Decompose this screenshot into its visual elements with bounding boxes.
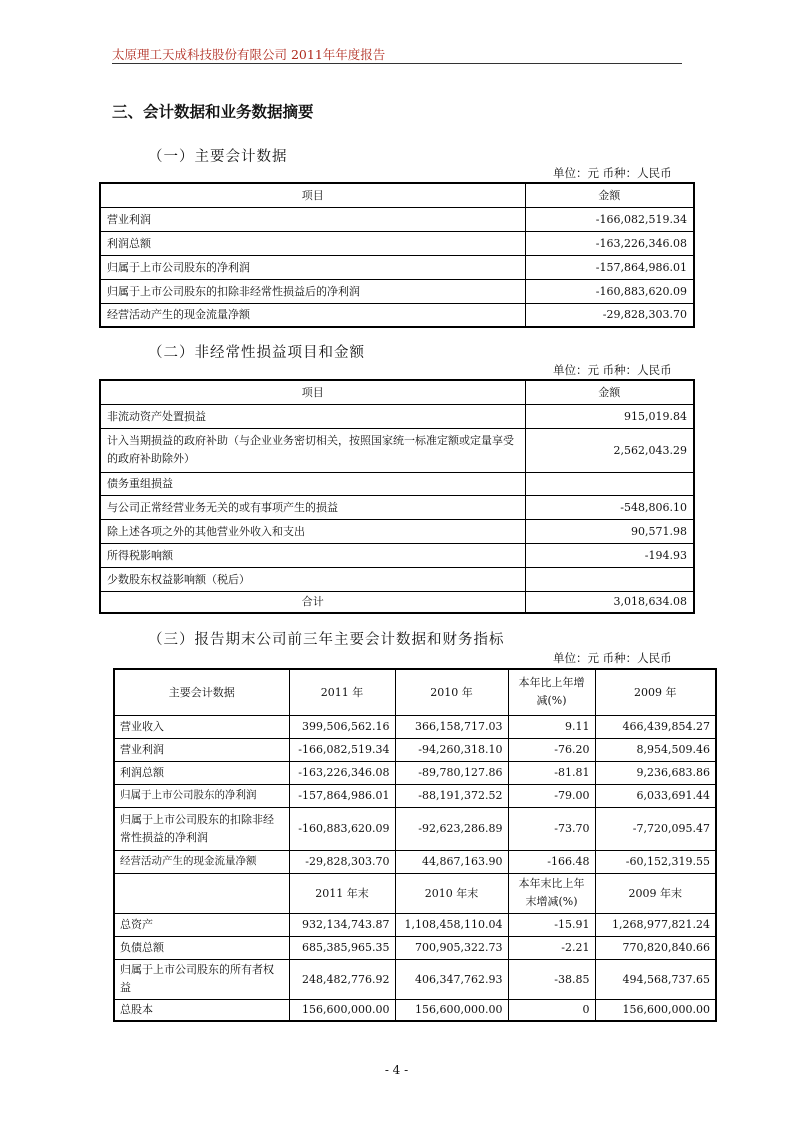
row-amount bbox=[525, 567, 694, 591]
col-header-2009: 2009 年 bbox=[595, 669, 716, 715]
table-total-row bbox=[100, 591, 694, 613]
row-amount: -548,806.10 bbox=[525, 495, 694, 519]
value-2009: 9,236,683.86 bbox=[595, 761, 716, 784]
header-divider bbox=[112, 63, 682, 64]
value-2011: -160,883,620.09 bbox=[289, 807, 395, 850]
value-2010: 366,158,717.03 bbox=[395, 715, 508, 738]
table-row bbox=[100, 231, 694, 255]
value-2010: -89,780,127.86 bbox=[395, 761, 508, 784]
value-change: -76.20 bbox=[508, 738, 595, 761]
table-header-row bbox=[114, 669, 716, 715]
value-2009: -60,152,319.55 bbox=[595, 850, 716, 873]
row-item: 非流动资产处置损益 bbox=[100, 404, 525, 428]
value-change: -79.00 bbox=[508, 784, 595, 807]
col-header-amount: 金额 bbox=[525, 183, 694, 207]
value-change: 0 bbox=[508, 999, 595, 1021]
value-change: -38.85 bbox=[508, 959, 595, 999]
table1-heading: （一）主要会计数据 bbox=[148, 149, 288, 165]
total-amount: 3,018,634.08 bbox=[525, 591, 694, 613]
table-row bbox=[100, 472, 694, 495]
row-item: 债务重组损益 bbox=[100, 472, 525, 495]
row-label: 归属于上市公司股东的所有者权益 bbox=[114, 959, 289, 999]
row-amount: -166,082,519.34 bbox=[525, 207, 694, 231]
value-2010: 1,108,458,110.04 bbox=[395, 913, 508, 936]
value-2010: 44,867,163.90 bbox=[395, 850, 508, 873]
page-number: - 4 - bbox=[384, 1063, 409, 1077]
row-item: 营业利润 bbox=[100, 207, 525, 231]
value-change: -166.48 bbox=[508, 850, 595, 873]
table1-unit: 单位：元 币种：人民币 bbox=[553, 166, 672, 180]
table-row bbox=[100, 279, 694, 303]
table3-unit: 单位：元 币种：人民币 bbox=[553, 651, 672, 665]
value-2011: -157,864,986.01 bbox=[289, 784, 395, 807]
row-amount: 2,562,043.29 bbox=[525, 428, 694, 472]
three-year-table bbox=[113, 668, 717, 1022]
row-label: 利润总额 bbox=[114, 761, 289, 784]
table-row bbox=[100, 543, 694, 567]
value-2009: 466,439,854.27 bbox=[595, 715, 716, 738]
value-2011: 248,482,776.92 bbox=[289, 959, 395, 999]
value-2010: 700,905,322.73 bbox=[395, 936, 508, 959]
table-row bbox=[114, 807, 716, 850]
table-row bbox=[114, 999, 716, 1021]
table-header-row bbox=[100, 183, 694, 207]
table2-unit: 单位：元 币种：人民币 bbox=[553, 363, 672, 377]
row-label: 经营活动产生的现金流量净额 bbox=[114, 850, 289, 873]
table-row bbox=[100, 404, 694, 428]
value-change: -73.70 bbox=[508, 807, 595, 850]
row-item: 归属于上市公司股东的扣除非经常性损益后的净利润 bbox=[100, 279, 525, 303]
row-item: 归属于上市公司股东的净利润 bbox=[100, 255, 525, 279]
table-row bbox=[100, 255, 694, 279]
table-row bbox=[100, 428, 694, 472]
table-row bbox=[114, 959, 716, 999]
value-2009: 494,568,737.65 bbox=[595, 959, 716, 999]
row-item: 除上述各项之外的其他营业外收入和支出 bbox=[100, 519, 525, 543]
value-2010: -94,260,318.10 bbox=[395, 738, 508, 761]
row-amount: -157,864,986.01 bbox=[525, 255, 694, 279]
table-header-row bbox=[114, 873, 716, 913]
value-2011: 156,600,000.00 bbox=[289, 999, 395, 1021]
col-header-item: 项目 bbox=[100, 380, 525, 404]
table-row bbox=[100, 519, 694, 543]
value-2010: 406,347,762.93 bbox=[395, 959, 508, 999]
value-2011: -163,226,346.08 bbox=[289, 761, 395, 784]
table3-heading: （三）报告期末公司前三年主要会计数据和财务指标 bbox=[148, 632, 505, 648]
row-amount: 90,571.98 bbox=[525, 519, 694, 543]
col-header-label: 主要会计数据 bbox=[114, 669, 289, 715]
value-2009: 1,268,977,821.24 bbox=[595, 913, 716, 936]
col-header-item: 项目 bbox=[100, 183, 525, 207]
value-2009: 8,954,509.46 bbox=[595, 738, 716, 761]
row-amount: -160,883,620.09 bbox=[525, 279, 694, 303]
value-2011: -29,828,303.70 bbox=[289, 850, 395, 873]
row-amount: -29,828,303.70 bbox=[525, 303, 694, 327]
row-amount: -194.93 bbox=[525, 543, 694, 567]
col-header-2011: 2011 年 bbox=[289, 669, 395, 715]
col-header-label bbox=[114, 873, 289, 913]
col-header-2010: 2010 年 bbox=[395, 669, 508, 715]
table-row bbox=[114, 784, 716, 807]
total-label: 合计 bbox=[100, 591, 525, 613]
table-row bbox=[114, 913, 716, 936]
table-row bbox=[114, 715, 716, 738]
col-header-2011-end: 2011 年末 bbox=[289, 873, 395, 913]
section-title: 三、会计数据和业务数据摘要 bbox=[112, 103, 314, 121]
row-label: 营业收入 bbox=[114, 715, 289, 738]
value-2010: -88,191,372.52 bbox=[395, 784, 508, 807]
value-2010: 156,600,000.00 bbox=[395, 999, 508, 1021]
table-row bbox=[100, 567, 694, 591]
row-item: 利润总额 bbox=[100, 231, 525, 255]
value-2009: 770,820,840.66 bbox=[595, 936, 716, 959]
row-item: 计入当期损益的政府补助（与企业业务密切相关，按照国家统一标准定额或定量享受的政府补助除外） bbox=[100, 428, 525, 472]
value-2011: -166,082,519.34 bbox=[289, 738, 395, 761]
col-header-change: 本年比上年增减(%) bbox=[508, 669, 595, 715]
table-header-row bbox=[100, 380, 694, 404]
table-row bbox=[114, 936, 716, 959]
value-2009: 6,033,691.44 bbox=[595, 784, 716, 807]
value-2011: 685,385,965.35 bbox=[289, 936, 395, 959]
row-item: 少数股东权益影响额（税后） bbox=[100, 567, 525, 591]
col-header-amount: 金额 bbox=[525, 380, 694, 404]
table-row bbox=[114, 850, 716, 873]
col-header-change-end: 本年末比上年末增减(%) bbox=[508, 873, 595, 913]
table-row bbox=[100, 303, 694, 327]
value-change: -81.81 bbox=[508, 761, 595, 784]
value-change: 9.11 bbox=[508, 715, 595, 738]
row-item: 所得税影响额 bbox=[100, 543, 525, 567]
col-header-2009-end: 2009 年末 bbox=[595, 873, 716, 913]
value-2011: 399,506,562.16 bbox=[289, 715, 395, 738]
value-2011: 932,134,743.87 bbox=[289, 913, 395, 936]
report-header: 太原理工天成科技股份有限公司 2011年年度报告 bbox=[112, 47, 386, 62]
table2-heading: （二）非经常性损益项目和金额 bbox=[148, 345, 365, 361]
table-row bbox=[100, 207, 694, 231]
row-amount: -163,226,346.08 bbox=[525, 231, 694, 255]
value-2010: -92,623,286.89 bbox=[395, 807, 508, 850]
row-amount: 915,019.84 bbox=[525, 404, 694, 428]
row-label: 总资产 bbox=[114, 913, 289, 936]
row-label: 负债总额 bbox=[114, 936, 289, 959]
value-change: -15.91 bbox=[508, 913, 595, 936]
row-label: 归属于上市公司股东的净利润 bbox=[114, 784, 289, 807]
row-label: 总股本 bbox=[114, 999, 289, 1021]
non-recurring-table bbox=[99, 379, 695, 614]
value-change: -2.21 bbox=[508, 936, 595, 959]
value-2009: -7,720,095.47 bbox=[595, 807, 716, 850]
table-row bbox=[114, 738, 716, 761]
value-2009: 156,600,000.00 bbox=[595, 999, 716, 1021]
row-amount bbox=[525, 472, 694, 495]
main-accounting-table bbox=[99, 182, 695, 328]
row-item: 经营活动产生的现金流量净额 bbox=[100, 303, 525, 327]
col-header-2010-end: 2010 年末 bbox=[395, 873, 508, 913]
table-row bbox=[114, 761, 716, 784]
row-label: 归属于上市公司股东的扣除非经常性损益的净利润 bbox=[114, 807, 289, 850]
table-row bbox=[100, 495, 694, 519]
row-item: 与公司正常经营业务无关的或有事项产生的损益 bbox=[100, 495, 525, 519]
row-label: 营业利润 bbox=[114, 738, 289, 761]
